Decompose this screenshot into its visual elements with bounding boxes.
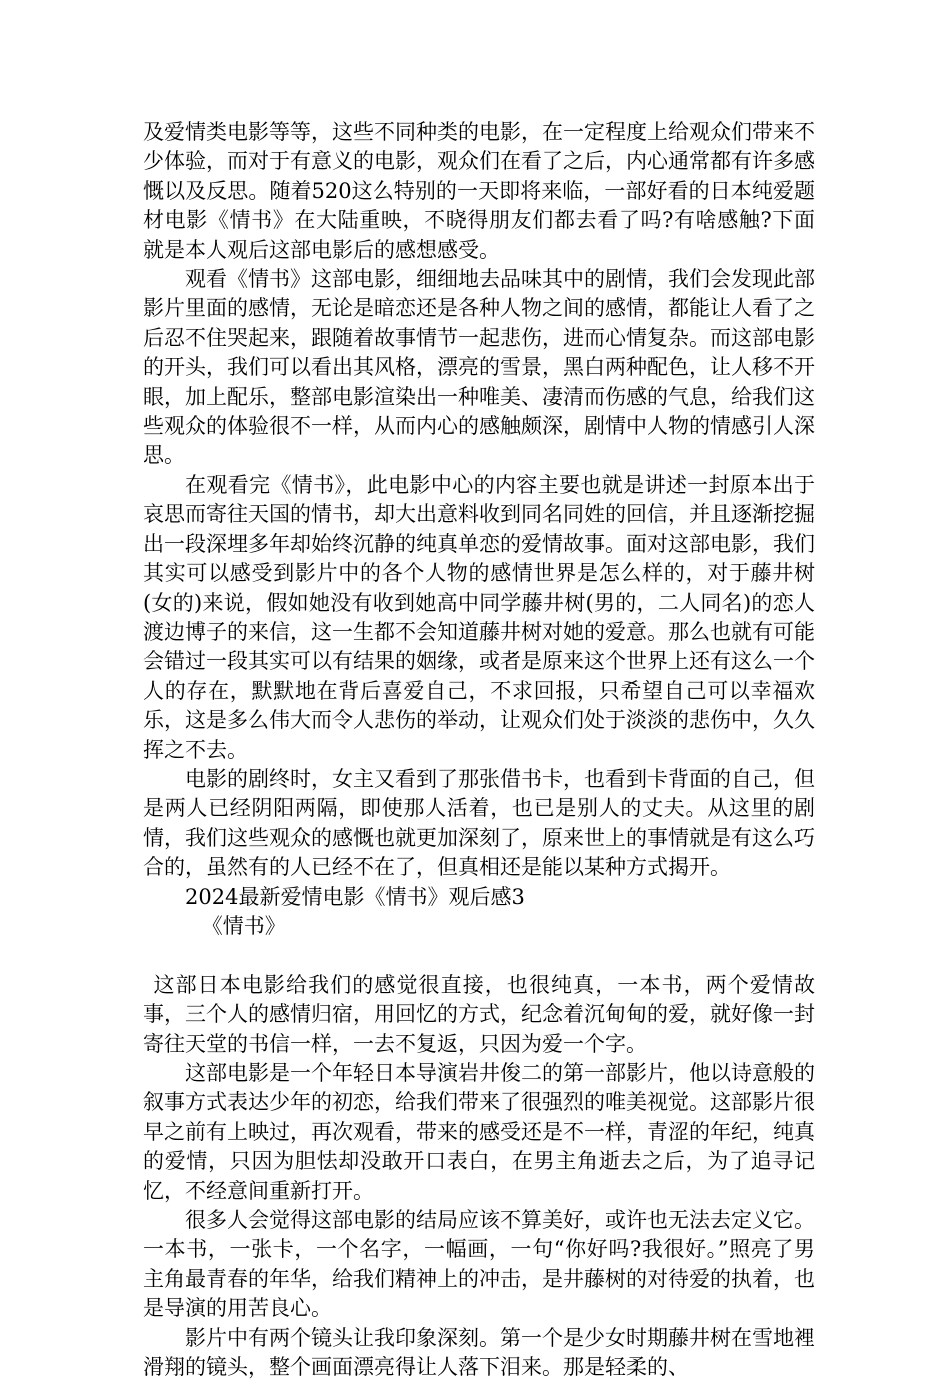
paragraph-director: 这部电影是一个年轻日本导演岩井俊二的第一部影片，他以诗意般的叙事方式表达少年的初恋，给我们带来了很强烈的唯美视觉。这部影片很早之前有上映过，再次观看，带来的感受还是不一样，青涩的年纪，纯真的爱情，只因为胆怯却没敢开口表白，在男主角逝去之后，为了追寻记忆，不经意间重新打开。	[143, 1060, 815, 1203]
paragraph-direct-feeling: 这部日本电影给我们的感觉很直接，也很纯真，一本书，两个爱情故事，三个人的感情归宿，用回忆的方式，纪念着沉甸甸的爱，就好像一封寄往天堂的书信一样，一去不复返，只因为爱一个字。	[143, 972, 815, 1056]
paragraph-intro-continued: 及爱情类电影等等，这些不同种类的电影，在一定程度上给观众们带来不少体验，而对于有意义的电影，观众们在看了之后，内心通常都有许多感慨以及反思。随着520这么特别的一天即将来临，一部好看的日本纯爱题材电影《情书》在大陆重映，不晓得朋友们都去看了吗?有啥感触?下面就是本人观后这部电影后的感想感受。	[143, 120, 815, 262]
paragraph-ending: 电影的剧终时，女主又看到了那张借书卡，也看到卡背面的自己，但是两人已经阴阳两隔，即使那人活着，也已是别人的丈夫。从这里的剧情，我们这些观众的感慨也就更加深刻了，原来世上的事情就是有这么巧合的，虽然有的人已经不在了，但真相还是能以某种方式揭开。	[143, 766, 815, 880]
section-heading: 2024最新爱情电影《情书》观后感3	[185, 884, 525, 909]
blank-line	[143, 941, 815, 970]
paragraph-watching-love-letter: 观看《情书》这部电影，细细地去品味其中的剧情，我们会发现此部影片里面的感情，无论是暗恋还是各种人物之间的感情，都能让人看了之后忍不住哭起来，跟随着故事情节一起悲伤，进而心情复杂。而这部电影的开头，我们可以看出其风格，漂亮的雪景，黑白两种配色，让人移不开眼，加上配乐，整部电影渲染出一种唯美、凄清而伤感的气息，给我们这些观众的体验很不一样，从而内心的感触颇深，剧情中人物的情感引人深思。	[143, 267, 815, 468]
section-title: 《情书》	[201, 913, 286, 938]
paragraph-two-scenes: 影片中有两个镜头让我印象深刻。第一个是少女时期藤井树在雪地裡滑翔的镜头，整个画面漂亮得让人落下泪来。那是轻柔的、	[143, 1325, 815, 1380]
document-page	[143, 118, 815, 1382]
paragraph-ending-opinion: 很多人会觉得这部电影的结局应该不算美好，或许也无法去定义它。一本书，一张卡，一个名字，一幅画，一句“你好吗?我很好。”照亮了男主角最青春的年华，给我们精神上的冲击，是井藤树的对待爱的执着，也是导演的用苦良心。	[143, 1208, 815, 1321]
paragraph-story-summary: 在观看完《情书》，此电影中心的内容主要也就是讲述一封原本出于哀思而寄往天国的情书，却大出意料收到同名同姓的回信，并且逐渐挖掘出一段深埋多年却始终沉静的纯真单恋的爱情故事。面对这部电影，我们其实可以感受到影片中的各个人物的感情世界是怎么样的，对于藤井树(女的)来说，假如她没有收到她高中同学藤井树(男的，二人同名)的恋人渡边博子的来信，这一生都不会知道藤井树对她的爱意。那么也就有可能会错过一段其实可以有结果的姻缘，或者是原来这个世界上还有这么一个人的存在，默默地在背后喜爱自己，不求回报，只希望自己可以幸福欢乐，这是多么伟大而令人悲伤的举动，让观众们处于淡淡的悲伤中，久久挥之不去。	[143, 472, 815, 762]
